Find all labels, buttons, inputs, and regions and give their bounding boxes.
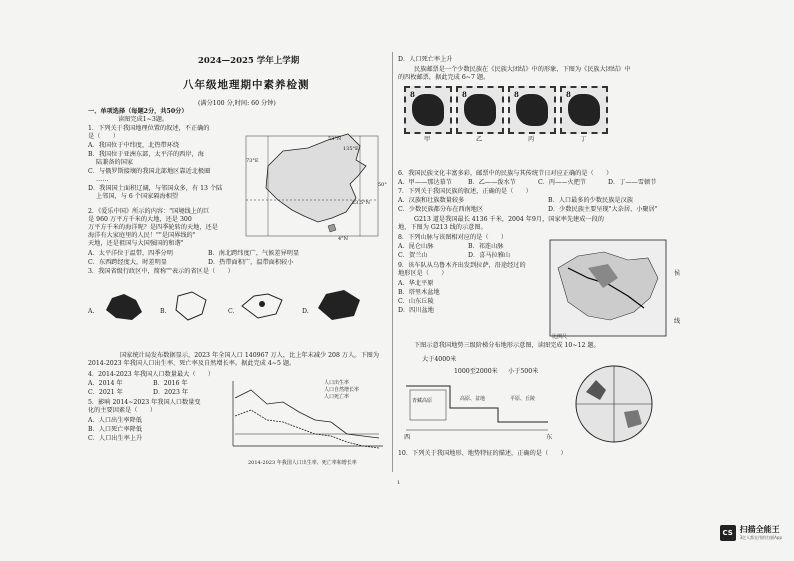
question-3: 3．我国省级行政区中，简称""表示的省区是（ ）: [88, 268, 234, 275]
data-intro: 国家统计局发布数据显示，2023 年全国人口 140967 万人，比上年末减少 208 万人。下图为: [120, 352, 380, 359]
option-4a: A．2014 年: [88, 380, 123, 387]
chart-caption: 2014-2023 年我国人口出生率、死亡率和增长率: [248, 460, 357, 466]
china-outline-map: [238, 126, 388, 246]
page-number: 1: [397, 480, 401, 486]
map-lon-73: 73°E: [246, 158, 259, 164]
legend-birth: 人口出生率: [324, 380, 350, 386]
option-1c-cont: ……: [96, 176, 109, 183]
option-4d: D．2023 年: [153, 389, 189, 396]
option-2d: D．热带面积广，温带面积较小: [208, 259, 294, 266]
stamp-bing: [508, 86, 556, 134]
option-1b-cont: 陆兼备的国家: [96, 159, 134, 166]
option-4c: C．2021 年: [88, 389, 123, 396]
question-2-cont2: 万平方千米的海洋呢？是四季轮转的天地，还是: [88, 224, 218, 231]
g213-route-map: [548, 238, 668, 338]
option-7a: A．汉族和壮族数量较多: [398, 197, 465, 204]
question-5-cont: 化的主要因素是（ ）: [88, 407, 157, 414]
question-2-cont4: 天地，还是祖国与大国强国的和谐": [88, 240, 184, 247]
option-9b: B．塔里木盆地: [398, 289, 440, 296]
question-10: 10．下列关于我国地形、地势特征的描述，正确的是（ ）: [398, 450, 567, 457]
stamp-intro: 民族邮票是一个少数民族在《民族大团结》中的形象，下图为《民族大团结》中: [414, 66, 631, 73]
side-label-2: 线: [674, 318, 681, 325]
option-8b: B．祁连山脉: [468, 243, 504, 250]
question-9-cont: 地形区是（ ）: [398, 270, 448, 277]
map-lat-4: 4°N: [338, 236, 349, 242]
road-intro-cont: 地，下图为 G213 线的示意图。: [398, 224, 487, 231]
question-5: 5．影响 2014~2023 年我国人口数量变: [88, 399, 201, 406]
option-2a: A．太平洋位于温带，四季分明: [88, 250, 173, 257]
question-intro: 读图完成1~3题。: [118, 116, 169, 123]
option-8d: D．喜马拉雅山: [468, 252, 511, 259]
province-shape-a: [102, 290, 146, 324]
option-7b: B．人口最多的少数民族是汉族: [548, 197, 633, 204]
province-shape-d: [314, 288, 364, 324]
question-1: 1．下列关于我国地理位置的叙述，不正确的: [88, 125, 210, 132]
question-1-cont: 是（ ）: [88, 133, 119, 140]
option-9c: C．山东丘陵: [398, 298, 434, 305]
question-2: 2．《爱乐中国》所示的内容："国境线上的巨: [88, 208, 210, 215]
map-lat-50: 50°: [378, 182, 387, 188]
exam-title: 八年级地理期中素养检测: [183, 79, 310, 91]
stamp-yi-value: 8: [462, 90, 467, 99]
terrain-west: 西: [404, 434, 411, 441]
stamp-bing-value: 8: [514, 90, 519, 99]
question-7: 7．下列关于我国民族的叙述，正确的是（ ）: [398, 188, 532, 195]
option-6b: B．乙——泼水节: [468, 179, 516, 186]
option-1d-cont: 上邻国，与 6 个国家隔海相望: [96, 193, 179, 200]
birth-rate-line: [235, 390, 379, 438]
option-9d: D．四川盆地: [398, 307, 434, 314]
option-2b: B．南北跨纬度广，气候差异明显: [208, 250, 300, 257]
road-intro: G213 道是我国最长 4136 千米，2004 年9月，国家率先建成一段的: [414, 216, 604, 223]
scanner-logo-icon: CS: [720, 525, 736, 541]
question-4: 4．2014-2023 年我国人口数量最大（ ）: [88, 371, 215, 378]
option-4b: B．2016 年: [153, 380, 188, 387]
option-7d: D．少数民族主要呈现"大杂居、小聚居": [548, 206, 658, 213]
stamp-yi: [456, 86, 504, 134]
map-lon-135: 135°E: [343, 146, 359, 152]
stamp-label-ding: 丁: [580, 136, 587, 143]
terrain-low-label: 平原、丘陵: [510, 396, 536, 402]
stamp-jia: [404, 86, 452, 134]
option-1b: B．我国位于亚洲东部，太平洋的西岸，海: [88, 151, 204, 158]
option-5a: A．人口出生率降低: [88, 417, 142, 424]
right-column: [398, 56, 690, 466]
scanner-tagline: 3亿人都在用的扫描App: [739, 535, 782, 540]
option-5b: B．人口死亡率降低: [88, 426, 143, 433]
option-3b: B.: [160, 308, 167, 315]
column-divider: [392, 52, 393, 472]
stamp-label-yi: 乙: [476, 136, 483, 143]
section-title: 一、单项选择（每题2分，共50分）: [88, 108, 188, 115]
question-9: 9．该车队从乌鲁木齐出发到拉萨，沿途经过的: [398, 262, 526, 269]
option-5c: C．人口出生率上升: [88, 435, 143, 442]
terrain-intro: 下图示意我国地势三级阶梯分布地形示意图，读图完成 10~12 题。: [414, 342, 600, 349]
option-6d: D．丁——雪顿节: [608, 179, 657, 186]
terrain-mid-label: 高原、盆地: [460, 396, 486, 402]
map-lat-53: 53°N: [328, 136, 342, 142]
question-2-cont3: 海洋有大家庭里的人民！""是国界线的": [88, 232, 196, 239]
stamp-intro-cont: 的四枚邮票，据此完成 6~7 题。: [398, 74, 490, 81]
terrain-circle-diagram: [572, 362, 656, 446]
school-year: 2024—2025 学年上学期: [198, 56, 300, 66]
scanner-badge: [720, 524, 782, 541]
question-6: 6．我国民族文化丰富多彩，邮票中的民族与其传统节日对应正确的是（ ）: [398, 170, 613, 177]
option-5d: D．人口死亡率上升: [398, 56, 453, 63]
option-3d: D.: [302, 308, 309, 315]
option-8a: A．昆仑山脉: [398, 243, 434, 250]
score-info: (满分100 分,时间: 60 分钟): [198, 100, 276, 107]
stamp-ding-value: 8: [566, 90, 571, 99]
option-7c: C．少数民族都分布在西南地区: [398, 206, 484, 213]
option-1d: D．我国国土面积辽阔，与邻国众多，有 13 个陆: [88, 185, 223, 192]
stamp-jia-value: 8: [410, 90, 415, 99]
legend-death: 人口死亡率: [324, 394, 350, 400]
map-tropic: 23.5°N: [352, 200, 371, 206]
terrain-high: 大于4000米: [422, 356, 457, 363]
option-9a: A．华北平原: [398, 280, 434, 287]
province-shape-c: [238, 290, 286, 324]
option-8c: C．贺兰山: [398, 252, 428, 259]
option-1a: A．我国位于中纬度，北热带环绕: [88, 142, 180, 149]
terrain-plateau: 青藏高原: [412, 398, 433, 404]
terrain-mid: 1000至2000米: [454, 368, 498, 375]
map-scale-label: 比例尺: [552, 334, 568, 340]
left-column: [88, 58, 388, 478]
question-2-cont1: 是 960 万平方千米的大地，还是 300: [88, 216, 192, 223]
data-intro-cont: 2014-2023 年我国人口出生率、死亡率及自然增长率。据此完成 4~5 题。: [88, 360, 296, 367]
terrain-east: 东: [546, 434, 553, 441]
legend-growth: 人口自然增长率: [324, 387, 360, 393]
terrain-low: 小于500米: [508, 368, 539, 375]
side-label-1: 侯: [674, 270, 681, 277]
stamp-label-bing: 丙: [528, 136, 535, 143]
option-3a: A.: [88, 308, 95, 315]
question-8: 8．下列山脉与该图相对应的是（ ）: [398, 234, 508, 241]
scanner-name: 扫描全能王: [739, 525, 780, 534]
option-3c: C.: [228, 308, 235, 315]
option-1c: C．与俄罗斯接壤的我国北部地区靠近北极圈: [88, 168, 211, 175]
stamp-ding: [560, 86, 608, 134]
option-6a: A．甲——那达慕节: [398, 179, 452, 186]
province-shape-b: [172, 290, 212, 324]
population-chart: [223, 376, 388, 456]
stamp-label-jia: 甲: [424, 136, 431, 143]
option-6c: C．丙——火把节: [538, 179, 587, 186]
option-2c: C．东西跨经度大，时差明显: [88, 259, 167, 266]
